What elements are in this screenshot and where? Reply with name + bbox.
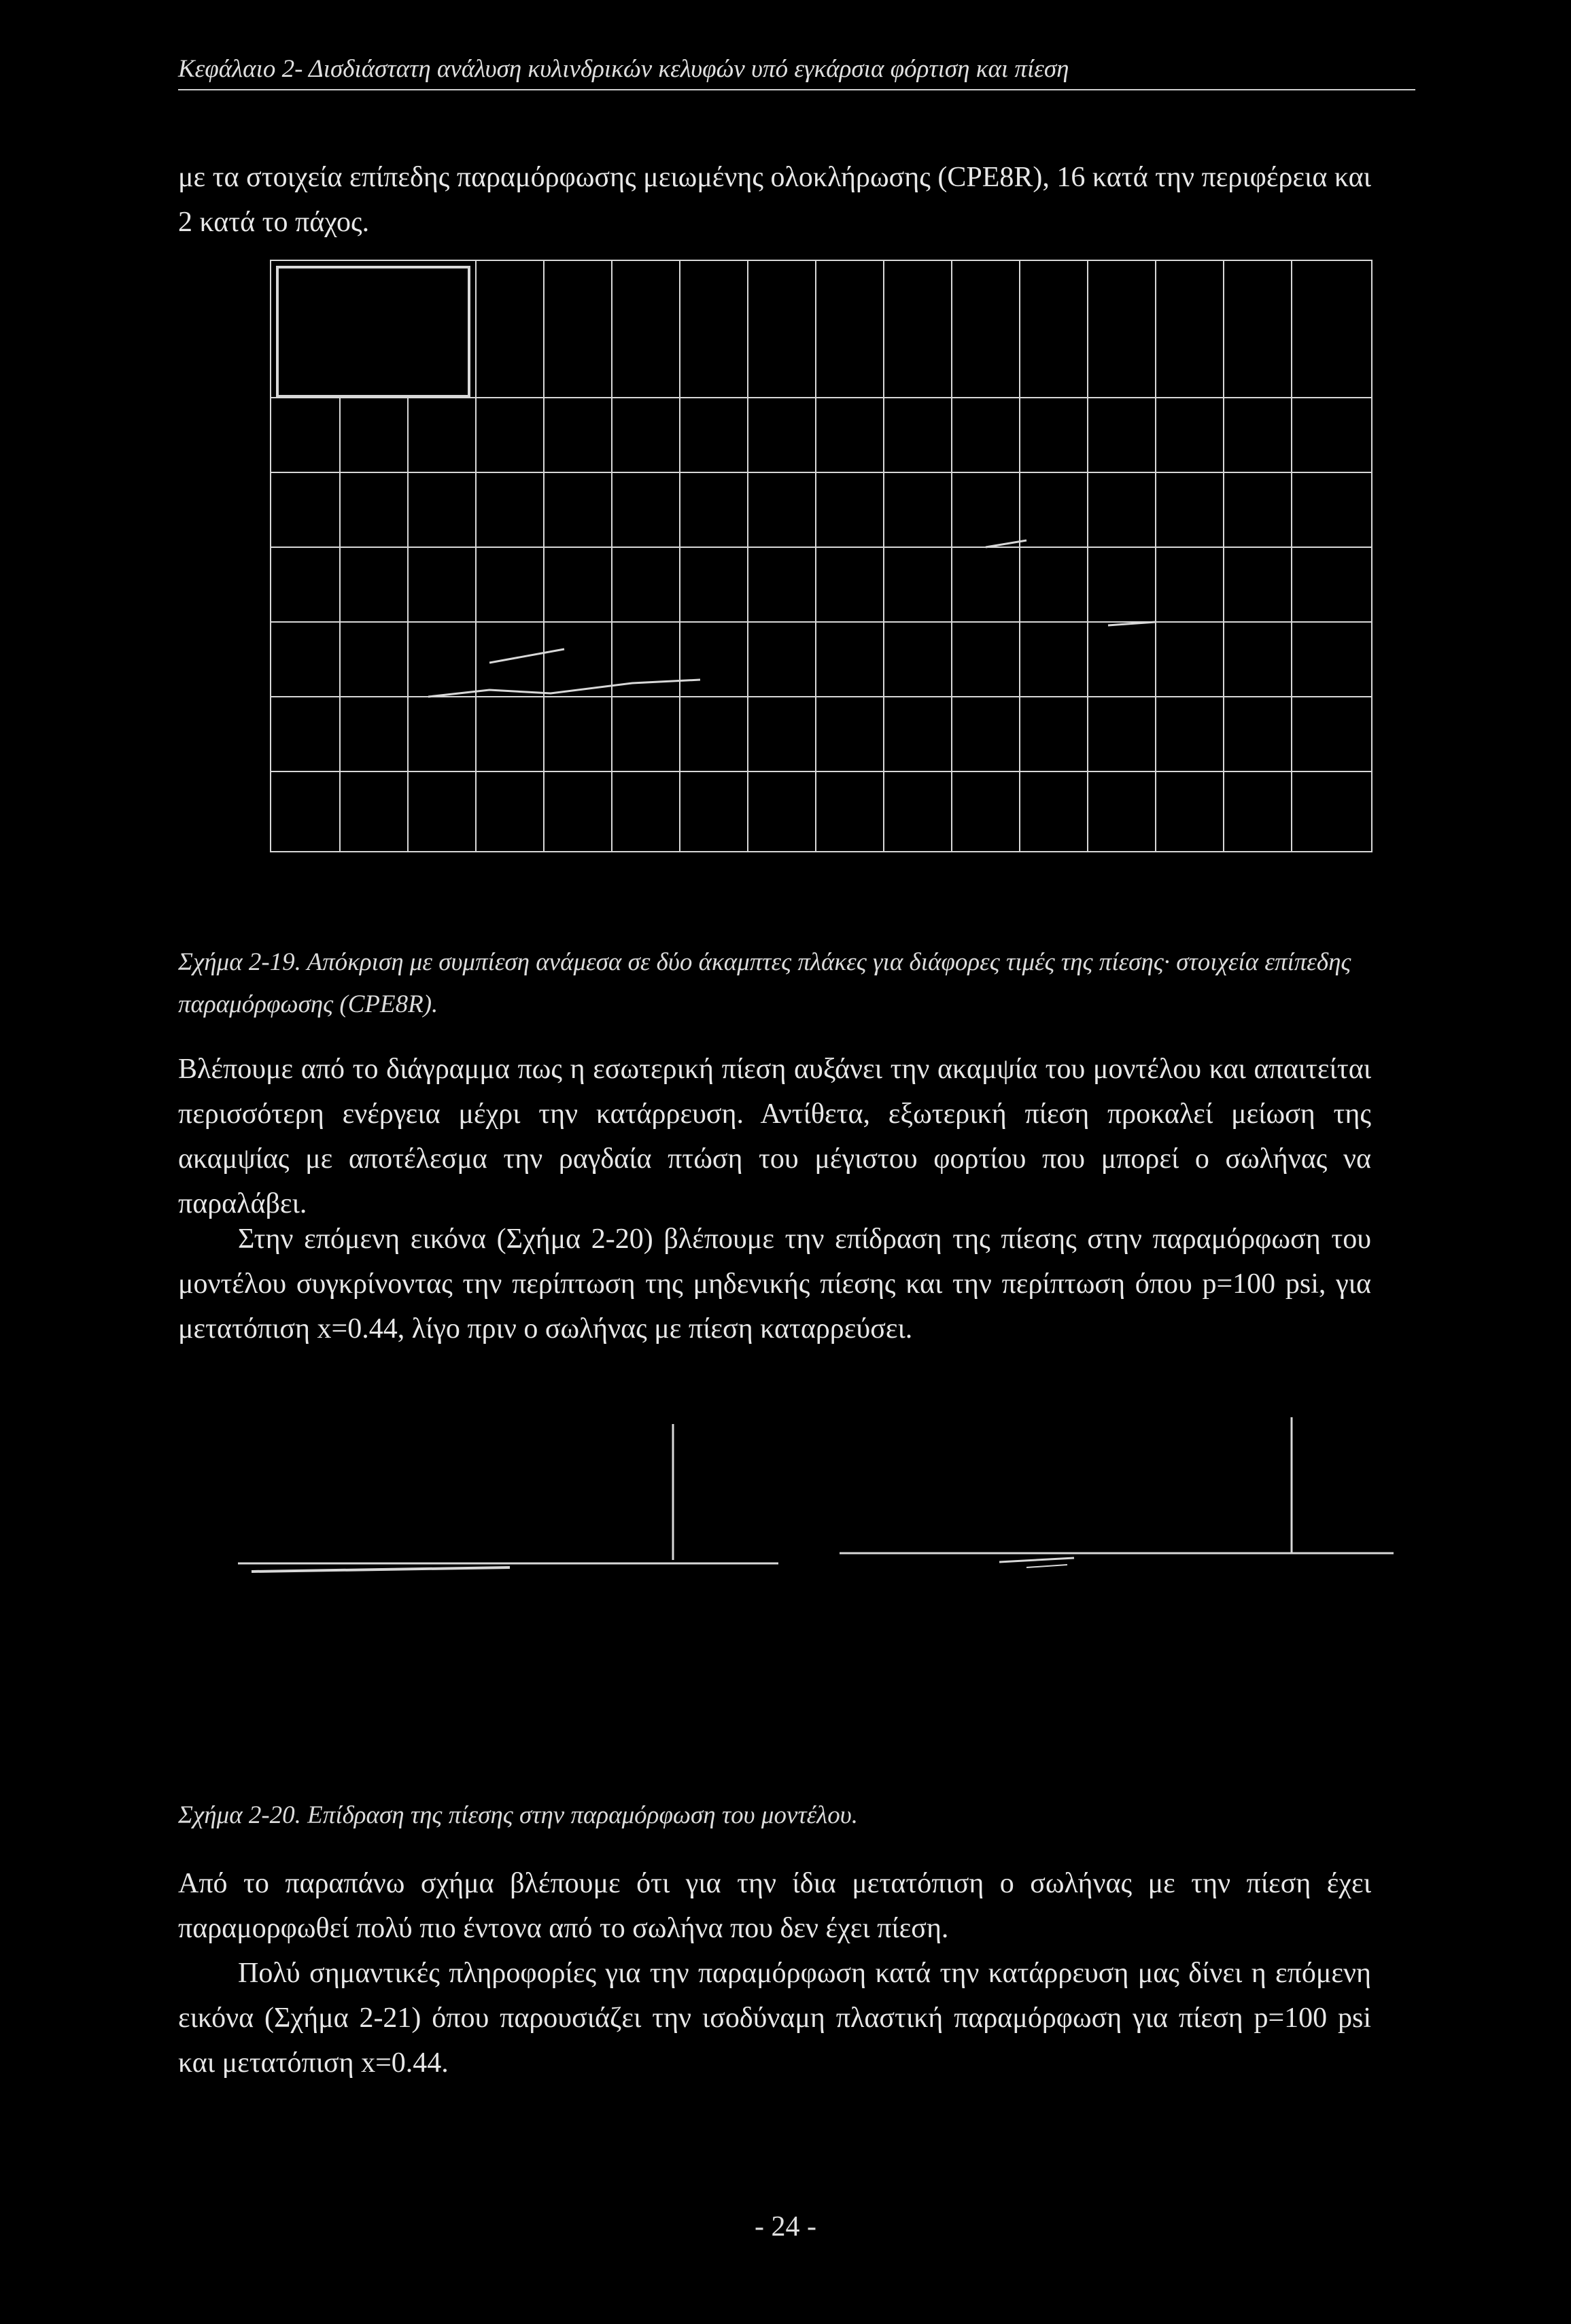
paragraph-deformation-comparison: Από το παραπάνω σχήμα βλέπουμε ότι για την ίδια μετατόπιση ο σωλήνας με την πίεση έχει παραμορφωθεί πολύ πιο έντονα από το σωλήνα που δεν έχει πίεση. bbox=[178, 1868, 1371, 1944]
paragraph-plastic-strain: Πολύ σημαντικές πληροφορίες για την παραμόρφωση κατά την κατάρρευση μας δίνει η επόμενη εικόνα (Σχήμα 2-21) όπου παρουσιάζει την ισοδύναμη πλαστική παραμόρφωση για πίεση p=100 psi και μετατόπιση x=0.44. bbox=[178, 1958, 1371, 2079]
page-number: - 24 - bbox=[755, 2211, 816, 2242]
figure-2-19-caption: Σχήμα 2-19. Απόκριση με συμπίεση ανάμεσα σε δύο άκαμπτες πλάκες για διάφορες τιμές της πίεσης· στοιχεία επίπεδης παραμόρφωσης (CPE8R). bbox=[178, 948, 1351, 1018]
figure-2-19-plot bbox=[265, 255, 1387, 860]
curve-fragment bbox=[428, 680, 700, 697]
right-model-deformed-edge bbox=[999, 1558, 1074, 1562]
paragraph-next-figure: Στην επόμενη εικόνα (Σχήμα 2-20) βλέπουμε την επίδραση της πίεσης στην παραμόρφωση του μοντέλου συγκρίνοντας την περίπτωση της μηδενικής πίεσης και την περίπτωση όπου p=100 psi, για μετατόπιση x=0.44, λίγο πριν ο σωλήνας με πίεση καταρρεύσει. bbox=[178, 1224, 1371, 1345]
figure-2-20-caption: Σχήμα 2-20. Επίδραση της πίεσης στην παραμόρφωση του μοντέλου. bbox=[178, 1801, 858, 1829]
running-header: Κεφάλαιο 2- Δισδιάστατη ανάλυση κυλινδρικών κελυφών υπό εγκάρσια φόρτιση και πίεση bbox=[178, 54, 1415, 90]
paragraph-stiffness: Βλέπουμε από το διάγραμμα πως η εσωτερική πίεση αυξάνει την ακαμψία του μοντέλου και απαιτείται περισσότερη ενέργεια μέχρι την κατάρρευση. Αντίθετα, εξωτερική πίεση προκαλεί μείωση της ακαμψίας με αποτέλεσμα την ραγδαία πτώση του μέγιστου φορτίου που μπορεί ο σωλήνας να παραλάβει. bbox=[178, 1054, 1371, 1219]
right-model-deformed-edge bbox=[1026, 1565, 1067, 1567]
paragraph-element-types: με τα στοιχεία επίπεδης παραμόρφωσης μειωμένης ολοκλήρωσης (CPE8R), 16 κατά την περιφέρεια και 2 κατά το πάχος. bbox=[178, 162, 1371, 238]
figure-2-20-svg bbox=[224, 1414, 1400, 1604]
figure-2-20-plot bbox=[224, 1414, 1400, 1604]
figure-2-19-svg bbox=[265, 255, 1387, 860]
legend-box bbox=[277, 267, 469, 396]
curve-fragment bbox=[489, 649, 564, 663]
left-model-deformed-edge bbox=[252, 1567, 510, 1572]
plot-frame bbox=[271, 260, 1372, 852]
